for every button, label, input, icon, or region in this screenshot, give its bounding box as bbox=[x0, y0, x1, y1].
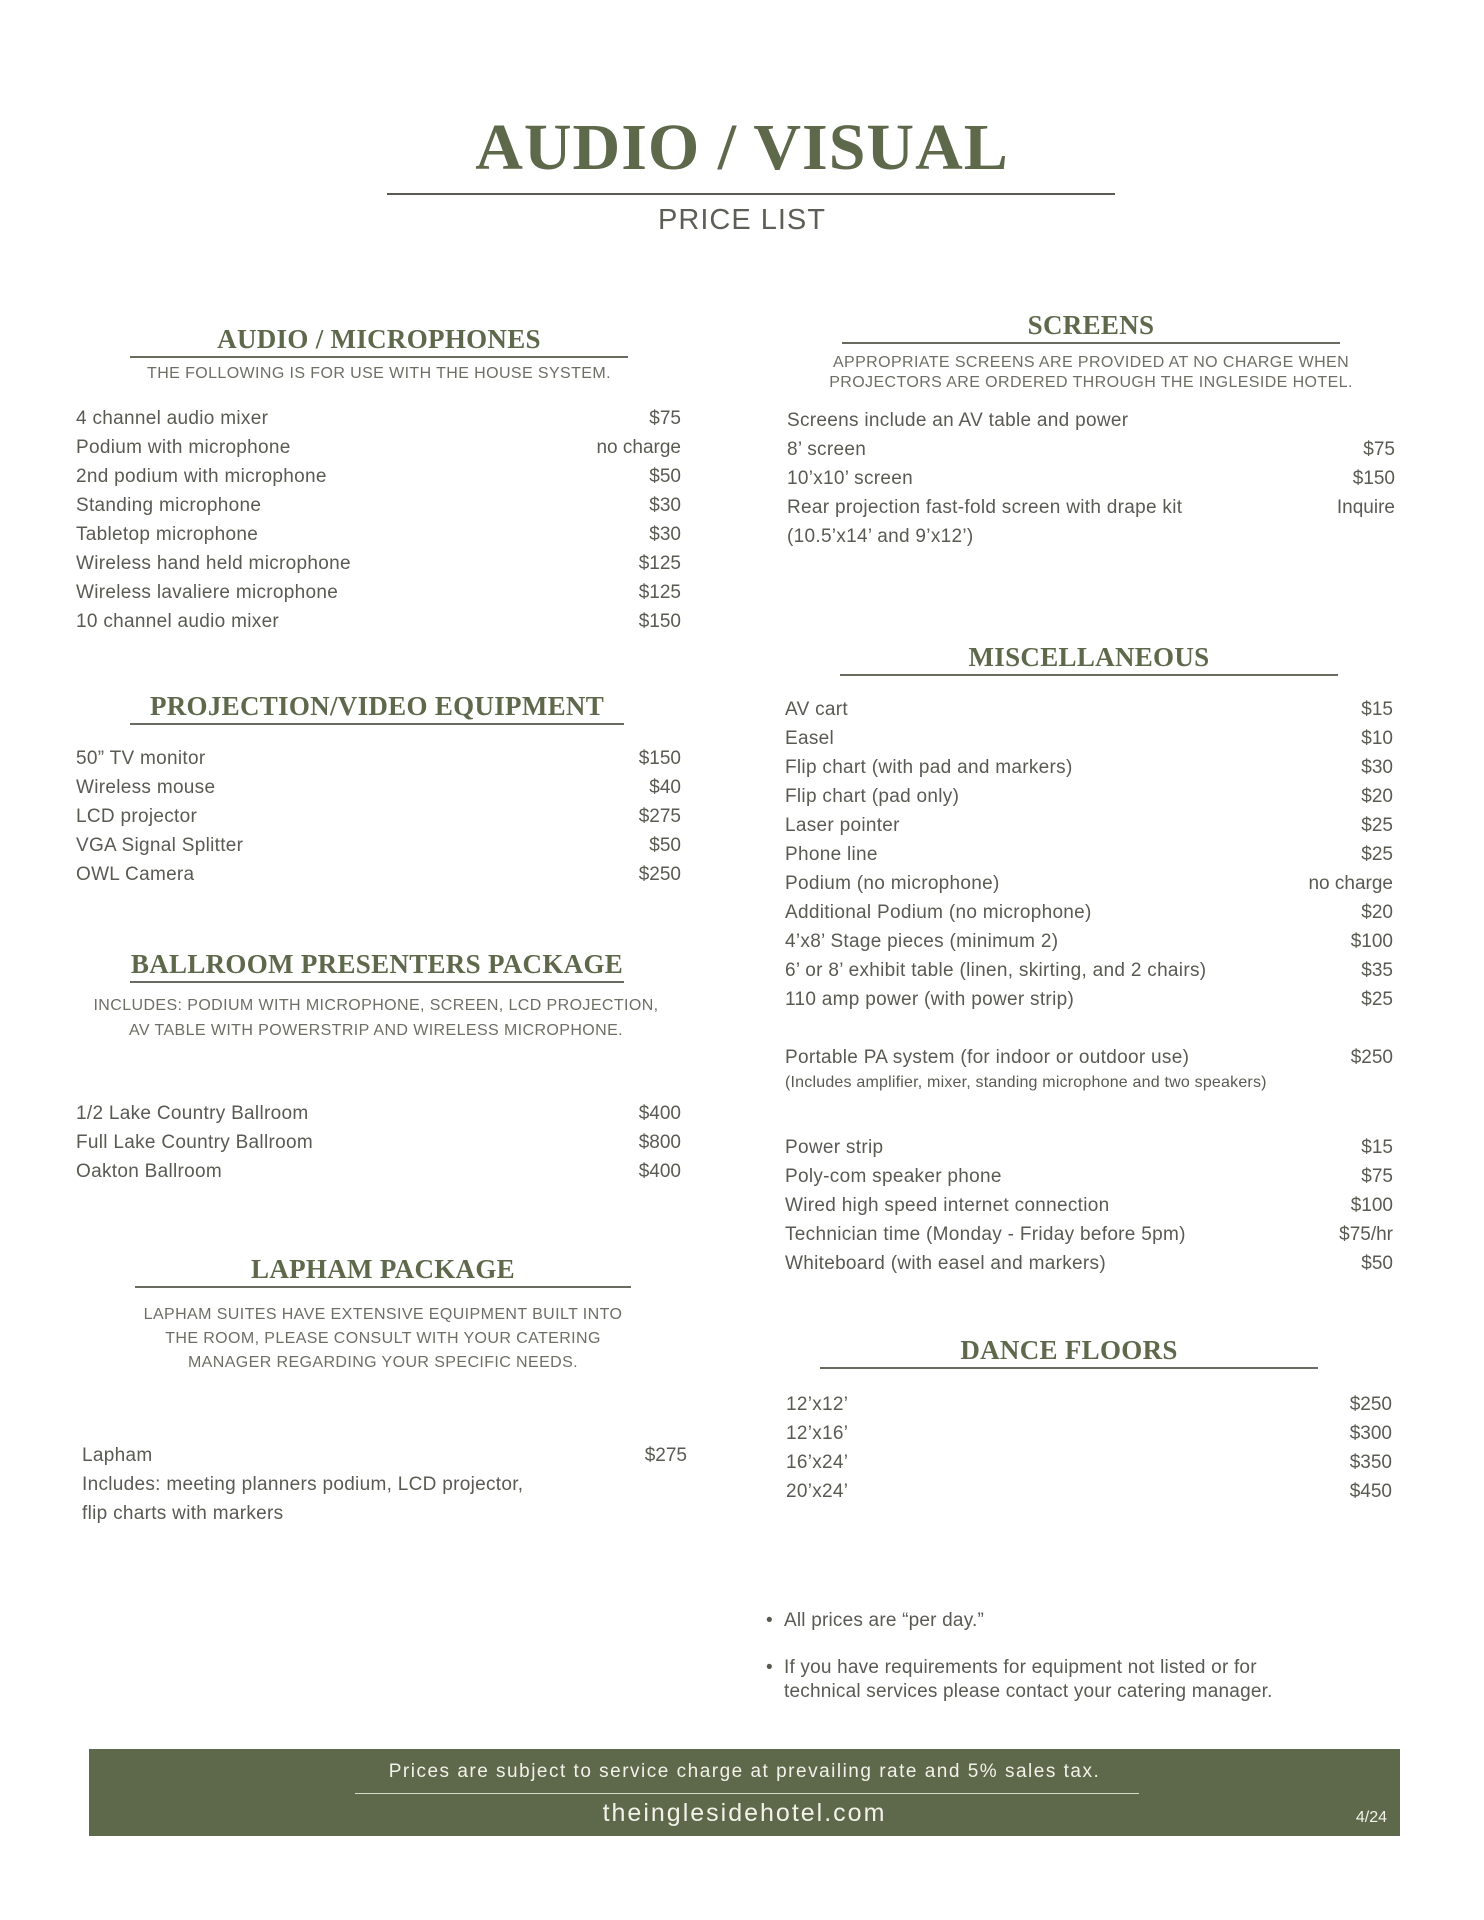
list-item bbox=[82, 1441, 687, 1470]
item-price: $250 bbox=[1350, 1047, 1393, 1068]
list-item bbox=[785, 1191, 1393, 1220]
note-line: APPROPRIATE SCREENS ARE PROVIDED AT NO CHARGE WHEN bbox=[832, 354, 1350, 371]
item-price: $75/hr bbox=[1339, 1224, 1393, 1245]
item-price: $150 bbox=[1352, 468, 1395, 489]
item-name: Lapham bbox=[82, 1445, 153, 1466]
misc-item-list bbox=[785, 695, 1393, 1014]
item-price: $75 bbox=[649, 408, 681, 429]
item-price: $100 bbox=[1350, 1195, 1393, 1216]
bullet-icon: • bbox=[766, 1610, 773, 1631]
list-item bbox=[785, 1162, 1393, 1191]
note-line: AV TABLE WITH POWERSTRIP AND WIRELESS MICROPHONE. bbox=[128, 1022, 624, 1039]
item-name: Poly-com speaker phone bbox=[785, 1166, 1002, 1187]
item-price: $150 bbox=[638, 748, 681, 769]
item-name: Easel bbox=[785, 728, 835, 749]
projection-section-title: PROJECTION/VIDEO EQUIPMENT bbox=[149, 691, 605, 721]
list-item bbox=[76, 744, 681, 773]
note-line: MANAGER REGARDING YOUR SPECIFIC NEEDS. bbox=[187, 1354, 579, 1371]
list-item bbox=[785, 724, 1393, 753]
lapham-section-note bbox=[83, 1303, 683, 1375]
item-price: $40 bbox=[649, 777, 681, 798]
list-item bbox=[787, 435, 1395, 464]
item-price: $125 bbox=[638, 553, 681, 574]
lapham-section-title: LAPHAM PACKAGE bbox=[251, 1254, 515, 1284]
screens-section-divider bbox=[842, 342, 1340, 344]
item-name: 12’x12’ bbox=[786, 1394, 849, 1415]
list-item bbox=[76, 1099, 681, 1128]
list-item bbox=[786, 1477, 1392, 1506]
list-item bbox=[785, 753, 1393, 782]
misc-section-title: MISCELLANEOUS bbox=[968, 642, 1210, 672]
item-price: Inquire bbox=[1336, 497, 1395, 518]
item-price: $75 bbox=[1363, 439, 1395, 460]
list-item bbox=[785, 695, 1393, 724]
list-item bbox=[785, 956, 1393, 985]
lapham-item bbox=[82, 1441, 687, 1528]
item-name: 2nd podium with microphone bbox=[76, 466, 327, 487]
item-name: Portable PA system (for indoor or outdoor use) bbox=[785, 1047, 1190, 1068]
item-name: Wired high speed internet connection bbox=[785, 1195, 1110, 1216]
list-item bbox=[786, 1419, 1392, 1448]
audio-section-title: AUDIO / MICROPHONES bbox=[217, 324, 541, 354]
item-name: Podium (no microphone) bbox=[785, 873, 1000, 894]
item-price: $250 bbox=[1349, 1394, 1392, 1415]
item-price: $250 bbox=[638, 864, 681, 885]
item-price: $10 bbox=[1361, 728, 1393, 749]
item-price: $75 bbox=[1361, 1166, 1393, 1187]
item-name: Tabletop microphone bbox=[76, 524, 259, 545]
ballroom-section-divider bbox=[130, 981, 624, 983]
screens-size-note: (10.5’x14’ and 9’x12’) bbox=[787, 526, 974, 547]
item-name: 8’ screen bbox=[787, 439, 867, 460]
item-price: $20 bbox=[1361, 786, 1393, 807]
item-price: $300 bbox=[1349, 1423, 1392, 1444]
list-item bbox=[785, 811, 1393, 840]
item-name: Podium with microphone bbox=[76, 437, 291, 458]
screens-section-note bbox=[771, 353, 1411, 393]
item-price: $400 bbox=[638, 1103, 681, 1124]
item-name: 10’x10’ screen bbox=[787, 468, 914, 489]
page-subtitle: PRICE LIST bbox=[658, 204, 826, 236]
item-price: $15 bbox=[1361, 699, 1393, 720]
list-item bbox=[786, 1390, 1392, 1419]
list-item bbox=[785, 1133, 1393, 1162]
item-name: 110 amp power (with power strip) bbox=[785, 989, 1075, 1010]
item-name: OWL Camera bbox=[76, 864, 195, 885]
list-item bbox=[76, 1128, 681, 1157]
note-text: technical services please contact your catering manager. bbox=[784, 1681, 1273, 1702]
item-name: Oakton Ballroom bbox=[76, 1161, 223, 1182]
item-price: $350 bbox=[1349, 1452, 1392, 1473]
item-name: Wireless lavaliere microphone bbox=[76, 582, 339, 603]
list-item bbox=[785, 840, 1393, 869]
list-item bbox=[76, 433, 681, 462]
list-item bbox=[787, 493, 1395, 522]
item-price: $25 bbox=[1361, 989, 1393, 1010]
item-price: $25 bbox=[1361, 844, 1393, 865]
item-name: Standing microphone bbox=[76, 495, 262, 516]
list-item bbox=[76, 462, 681, 491]
item-name: Technician time (Monday - Friday before 5pm) bbox=[785, 1224, 1186, 1245]
list-item bbox=[76, 491, 681, 520]
note-text: If you have requirements for equipment not listed or for bbox=[784, 1657, 1257, 1678]
audio-item-list bbox=[76, 404, 681, 636]
item-price: $30 bbox=[649, 495, 681, 516]
list-item bbox=[76, 1157, 681, 1186]
footer-divider bbox=[355, 1793, 1139, 1794]
screens-intro: Screens include an AV table and power bbox=[787, 410, 1129, 431]
screens-section bbox=[842, 308, 1340, 344]
item-price: $275 bbox=[638, 806, 681, 827]
note-item bbox=[766, 1656, 1273, 1704]
lapham-includes-line: flip charts with markers bbox=[82, 1503, 284, 1524]
item-price: $400 bbox=[638, 1161, 681, 1182]
item-name: Phone line bbox=[785, 844, 878, 865]
item-price: $30 bbox=[1361, 757, 1393, 778]
item-price: $150 bbox=[638, 611, 681, 632]
item-name: 20’x24’ bbox=[786, 1481, 849, 1502]
note-item bbox=[766, 1609, 984, 1633]
note-line: INCLUDES: PODIUM WITH MICROPHONE, SCREEN, LCD PROJECTION, bbox=[93, 997, 659, 1014]
footer-tax-note: Prices are subject to service charge at prevailing rate and 5% sales tax. bbox=[388, 1761, 1101, 1782]
list-item bbox=[786, 1448, 1392, 1477]
list-item bbox=[76, 860, 681, 889]
list-item bbox=[787, 464, 1395, 493]
footer-website-link[interactable]: theinglesidehotel.com bbox=[602, 1799, 887, 1827]
item-price: $450 bbox=[1349, 1481, 1392, 1502]
dance-section-title: DANCE FLOORS bbox=[960, 1335, 1178, 1365]
dance-section bbox=[820, 1333, 1318, 1369]
item-price: $15 bbox=[1361, 1137, 1393, 1158]
list-item bbox=[76, 404, 681, 433]
screens-item-list bbox=[787, 406, 1395, 551]
item-name: Power strip bbox=[785, 1137, 884, 1158]
list-item bbox=[76, 831, 681, 860]
list-item bbox=[785, 985, 1393, 1014]
item-name: LCD projector bbox=[76, 806, 198, 827]
item-price: $20 bbox=[1361, 902, 1393, 923]
item-name: 4 channel audio mixer bbox=[76, 408, 269, 429]
list-item bbox=[76, 802, 681, 831]
item-price: $50 bbox=[649, 835, 681, 856]
list-item bbox=[76, 549, 681, 578]
lapham-includes-line: Includes: meeting planners podium, LCD projector, bbox=[82, 1474, 524, 1495]
list-item bbox=[785, 782, 1393, 811]
projection-section bbox=[130, 689, 624, 725]
item-name: Whiteboard (with easel and markers) bbox=[785, 1253, 1106, 1274]
note-line: PROJECTORS ARE ORDERED THROUGH THE INGLESIDE HOTEL. bbox=[829, 374, 1353, 391]
note-line: LAPHAM SUITES HAVE EXTENSIVE EQUIPMENT BUILT INTO bbox=[143, 1306, 623, 1323]
item-price: no charge bbox=[1308, 873, 1393, 894]
note-line: THE ROOM, PLEASE CONSULT WITH YOUR CATERING bbox=[165, 1330, 601, 1347]
list-item bbox=[785, 1043, 1393, 1072]
item-price: $35 bbox=[1361, 960, 1393, 981]
item-name: Additional Podium (no microphone) bbox=[785, 902, 1092, 923]
item-name: Full Lake Country Ballroom bbox=[76, 1132, 313, 1153]
item-name: Rear projection fast-fold screen with drape kit bbox=[787, 497, 1183, 518]
audio-section-divider bbox=[130, 356, 628, 358]
item-name: VGA Signal Splitter bbox=[76, 835, 244, 856]
item-name: 4’x8’ Stage pieces (minimum 2) bbox=[785, 931, 1059, 952]
list-item bbox=[785, 1220, 1393, 1249]
item-name: Flip chart (pad only) bbox=[785, 786, 960, 807]
footer-banner bbox=[89, 1749, 1400, 1836]
list-item bbox=[76, 578, 681, 607]
item-price: $800 bbox=[638, 1132, 681, 1153]
misc-pa-item bbox=[785, 1043, 1393, 1094]
projection-section-divider bbox=[130, 723, 624, 725]
audio-section bbox=[130, 322, 628, 384]
list-item bbox=[785, 1249, 1393, 1278]
lapham-section bbox=[135, 1252, 631, 1288]
item-name: AV cart bbox=[785, 699, 848, 720]
list-item bbox=[76, 607, 681, 636]
item-price: no charge bbox=[596, 437, 681, 458]
pa-includes-note: (Includes amplifier, mixer, standing microphone and two speakers) bbox=[785, 1074, 1267, 1091]
projection-item-list bbox=[76, 744, 681, 889]
audio-section-note: THE FOLLOWING IS FOR USE WITH THE HOUSE SYSTEM. bbox=[147, 365, 611, 382]
bullet-icon: • bbox=[766, 1657, 773, 1678]
screens-section-title: SCREENS bbox=[1027, 310, 1155, 340]
dance-section-divider bbox=[820, 1367, 1318, 1369]
note-text: All prices are “per day.” bbox=[784, 1610, 984, 1631]
item-name: Wireless hand held microphone bbox=[76, 553, 351, 574]
misc-item-list-2 bbox=[785, 1133, 1393, 1278]
item-name: 16’x24’ bbox=[786, 1452, 849, 1473]
lapham-section-divider bbox=[135, 1286, 631, 1288]
list-item bbox=[785, 869, 1393, 898]
item-price: $30 bbox=[649, 524, 681, 545]
list-item bbox=[785, 927, 1393, 956]
item-price: $50 bbox=[649, 466, 681, 487]
item-name: Laser pointer bbox=[785, 815, 900, 836]
item-price: $125 bbox=[638, 582, 681, 603]
item-name: 12’x16’ bbox=[786, 1423, 849, 1444]
ballroom-item-list bbox=[76, 1099, 681, 1186]
item-price: $100 bbox=[1350, 931, 1393, 952]
item-name: 50” TV monitor bbox=[76, 748, 206, 769]
page-number: 4/24 bbox=[1355, 1809, 1387, 1826]
ballroom-section bbox=[130, 947, 624, 983]
page-title: AUDIO / VISUAL bbox=[475, 111, 1009, 184]
list-item bbox=[76, 773, 681, 802]
item-name: 10 channel audio mixer bbox=[76, 611, 280, 632]
item-price: $50 bbox=[1361, 1253, 1393, 1274]
dance-item-list bbox=[786, 1390, 1392, 1506]
item-name: 6’ or 8’ exhibit table (linen, skirting, and 2 chairs) bbox=[785, 960, 1207, 981]
item-name: 1/2 Lake Country Ballroom bbox=[76, 1103, 309, 1124]
list-item bbox=[785, 898, 1393, 927]
item-name: Wireless mouse bbox=[76, 777, 216, 798]
ballroom-section-title: BALLROOM PRESENTERS PACKAGE bbox=[130, 949, 624, 979]
item-name: Flip chart (with pad and markers) bbox=[785, 757, 1073, 778]
item-price: $25 bbox=[1361, 815, 1393, 836]
item-price: $275 bbox=[644, 1445, 687, 1466]
ballroom-section-note bbox=[56, 993, 696, 1043]
misc-section-divider bbox=[840, 674, 1338, 676]
title-divider bbox=[387, 193, 1115, 195]
list-item bbox=[76, 520, 681, 549]
misc-section bbox=[840, 640, 1338, 676]
